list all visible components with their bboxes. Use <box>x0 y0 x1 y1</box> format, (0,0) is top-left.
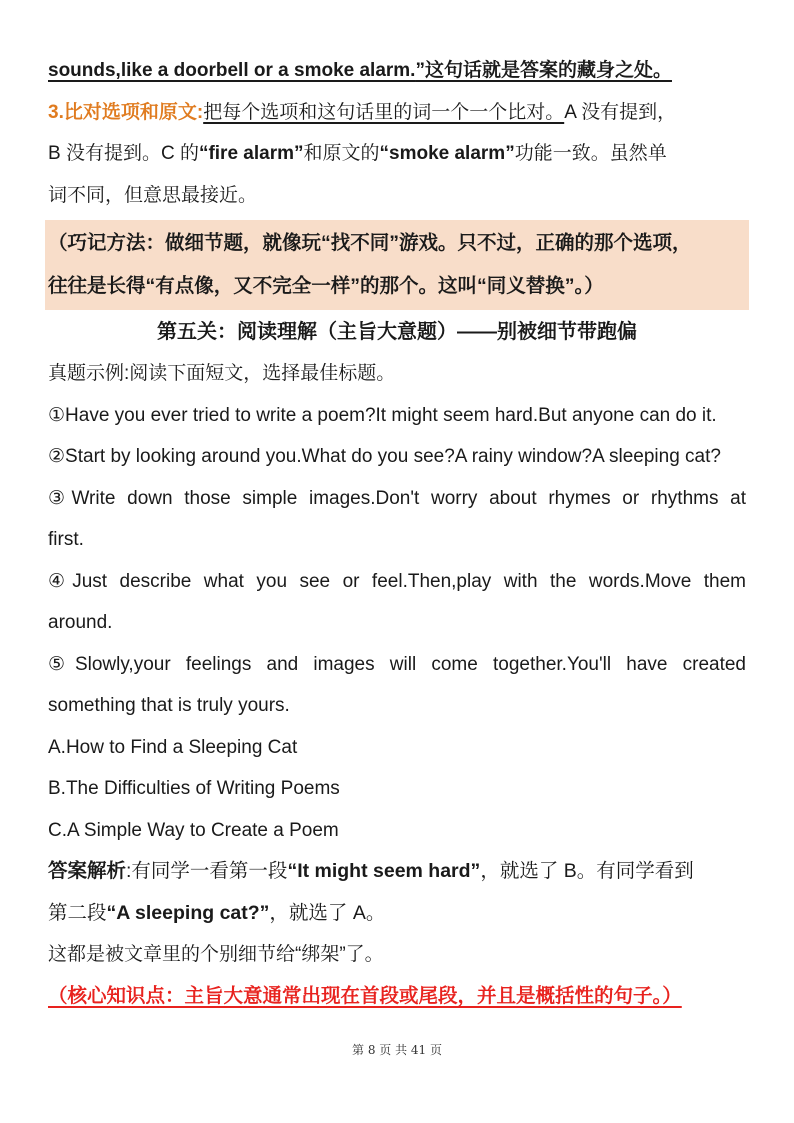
answer-line-3: 这都是被文章里的个别细节给“绑架”了。 <box>48 944 384 965</box>
section-title: 第五关：阅读理解（主旨大意题）——别被细节带跑偏 <box>157 321 637 343</box>
step-3-label: 3.比对选项和原文: <box>48 101 204 123</box>
para-3-continuation: first. <box>48 529 84 550</box>
para-text: Start by looking around you.What do you see?A rainy window?A sleeping cat? <box>65 446 721 467</box>
fire-alarm-quote: “fire alarm” <box>198 143 304 164</box>
document-page <box>48 50 746 1017</box>
answer-text-1: :有同学一看第一段 <box>126 860 288 882</box>
step-3-text-c: 词不同，但意思最接近。 <box>48 184 258 206</box>
step-3-text-b2: 功能一致。虽然单 <box>514 143 667 164</box>
answer-text-2: ，就选了 B。有同学看到 <box>480 860 694 882</box>
para-text: Just describe what you see or feel.Then,play with the words.Move them <box>72 570 746 592</box>
answer-quote-1: “It might seem hard” <box>287 860 481 882</box>
sentence-continuation <box>48 50 746 92</box>
step-3-text-a: A 没有提到， <box>564 101 677 123</box>
smoke-alarm-quote: “smoke alarm” <box>379 143 515 164</box>
answer-text-4: ，就选了 A。 <box>269 901 386 924</box>
memory-tip-box <box>45 220 749 310</box>
para-text: Slowly,your feelings and images will come together.You'll have created <box>74 653 746 675</box>
answer-label: 答案解析 <box>48 860 127 882</box>
answer-analysis <box>48 851 746 934</box>
passage-para-2 <box>48 436 746 478</box>
step-3-text-mid: 和原文的 <box>303 143 380 164</box>
quote-text-cn: ”这句话就是答案的藏身之处。 <box>415 60 672 81</box>
answer-quote-2: “A sleeping cat?” <box>106 901 270 924</box>
para-number: ④ <box>48 570 73 592</box>
option-c: C.A Simple Way to Create a Poem <box>48 819 339 841</box>
passage-para-1 <box>48 395 746 437</box>
step-3-text-b1: B 没有提到。C 的 <box>48 143 199 164</box>
core-knowledge-point: （核心知识点：主旨大意通常出现在首段或尾段，并且是概括性的句子。） <box>48 984 682 1007</box>
passage-para-5 <box>48 644 746 686</box>
para-text: Write down those simple images.Don't worry about rhymes or rhythms at <box>71 487 746 509</box>
para-number: ① <box>48 404 66 426</box>
example-intro: 真题示例:阅读下面短文，选择最佳标题。 <box>48 363 396 384</box>
passage-para-3 <box>48 478 746 520</box>
option-b: B.The Difficulties of Writing Poems <box>48 778 340 799</box>
para-4-continuation: around. <box>48 612 113 633</box>
para-text: Have you ever tried to write a poem?It might seem hard.But anyone can do it. <box>65 404 717 426</box>
tip-line-2: 往往是长得“有点像，又不完全一样”的那个。这叫“同义替换”。） <box>48 275 604 297</box>
para-number: ② <box>48 446 66 467</box>
page-footer: 第 8 页 共 41 页 <box>352 1043 442 1057</box>
answer-text-3: 第二段 <box>48 901 107 924</box>
step-3-underlined: 把每个选项和这句话里的词一个一个比对。 <box>203 101 565 123</box>
tip-line-1: （巧记方法：做细节题，就像玩“找不同”游戏。只不过，正确的那个选项， <box>48 232 692 254</box>
step-3-paragraph <box>48 92 746 217</box>
para-number: ⑤ <box>48 653 75 675</box>
para-number: ③ <box>48 487 72 509</box>
option-a: A.How to Find a Sleeping Cat <box>48 736 298 758</box>
passage-para-4 <box>48 561 746 603</box>
para-5-continuation: something that is truly yours. <box>48 695 290 716</box>
quote-text-en: sounds,like a doorbell or a smoke alarm. <box>48 60 416 81</box>
